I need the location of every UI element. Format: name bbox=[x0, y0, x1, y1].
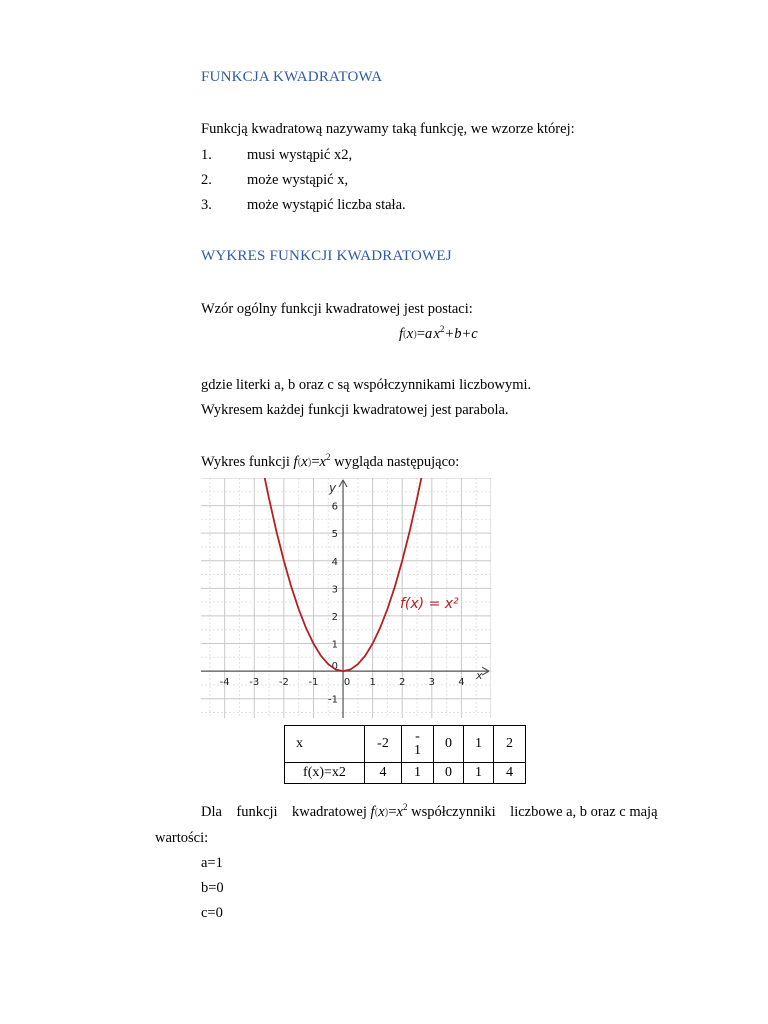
y-tick-label: 3 bbox=[331, 584, 339, 596]
y-tick-label: 5 bbox=[331, 529, 339, 541]
requirements-list bbox=[201, 147, 601, 219]
table-cell: 4 bbox=[365, 763, 402, 784]
table-row bbox=[285, 763, 526, 784]
x-tick-label: 4 bbox=[458, 677, 465, 689]
table-cell: 1 bbox=[402, 763, 434, 784]
list-item-text: musi wystąpić x2, bbox=[247, 147, 353, 163]
list-item-number: 2. bbox=[201, 172, 212, 188]
table-row bbox=[285, 726, 526, 763]
heading-funkcja-kwadratowa: FUNKCJA KWADRATOWA bbox=[201, 69, 383, 85]
table-cell: -2 bbox=[365, 726, 402, 763]
table-cell: - 1 bbox=[402, 726, 434, 763]
list-item bbox=[201, 197, 601, 217]
parabola-text: Wykresem każdej funkcji kwadratowej jest parabola. bbox=[201, 402, 509, 418]
x-tick-label: -4 bbox=[219, 677, 230, 689]
x-tick-label: -2 bbox=[278, 677, 289, 689]
x-tick-label: 2 bbox=[399, 677, 406, 689]
table-cell: 1 bbox=[464, 726, 494, 763]
y-tick-label: 1 bbox=[331, 639, 339, 651]
values-table bbox=[284, 725, 526, 784]
x-tick-label: 1 bbox=[369, 677, 376, 689]
list-item-text: może wystąpić liczba stała. bbox=[247, 197, 406, 213]
heading-wykres: WYKRES FUNKCJI KWADRATOWEJ bbox=[201, 248, 452, 264]
x-axis-label: x bbox=[476, 669, 483, 682]
general-formula: f(x)=a $x^2+b+c$ bbox=[399, 324, 478, 342]
table-cell: x bbox=[285, 726, 365, 763]
y-tick-label: 4 bbox=[331, 556, 339, 568]
y-tick-label: 6 bbox=[331, 501, 339, 513]
value-c: c=0 bbox=[201, 905, 223, 921]
table-cell: f(x)=x2 bbox=[285, 763, 365, 784]
table-cell: 0 bbox=[434, 763, 464, 784]
list-item-text: może wystąpić x, bbox=[247, 172, 349, 188]
y-axis-label: y bbox=[329, 481, 337, 495]
list-item-number: 1. bbox=[201, 147, 212, 163]
coefficients-sentence-cont: wartości: bbox=[155, 830, 209, 846]
inline-formula: $f(x)=x^2$ bbox=[370, 802, 408, 820]
coefficients-sentence: Dla funkcji kwadratowej $f(x)=x^2$ współczynniki liczbowe a, b oraz c mają bbox=[201, 802, 658, 820]
x-tick-label: 0 bbox=[343, 677, 351, 689]
graph-intro: Wykres funkcji $f(x)=x^2$ wygląda następująco: bbox=[201, 452, 460, 470]
list-item bbox=[201, 147, 601, 167]
intro-text: Funkcją kwadratową nazywamy taką funkcję, we wzorze której: bbox=[201, 121, 575, 137]
inline-formula: $f(x)=x^2$ bbox=[293, 452, 331, 470]
formula-intro: Wzór ogólny funkcji kwadratowej jest postaci: bbox=[201, 301, 473, 317]
list-item bbox=[201, 172, 601, 192]
y-tick-label: 2 bbox=[331, 611, 339, 623]
x-tick-label: -3 bbox=[249, 677, 260, 689]
table-cell: 0 bbox=[434, 726, 464, 763]
coefficients-text: gdzie literki a, b oraz c są współczynnikami liczbowymi. bbox=[201, 377, 532, 393]
chart-annotation: f(x) = x² bbox=[400, 596, 459, 612]
table-cell: 2 bbox=[494, 726, 526, 763]
value-b: b=0 bbox=[201, 880, 224, 896]
x-tick-label: -1 bbox=[308, 677, 319, 689]
list-item-number: 3. bbox=[201, 197, 212, 213]
x-tick-label: 3 bbox=[428, 677, 436, 689]
parabola-chart bbox=[201, 478, 491, 718]
table-cell: 4 bbox=[494, 763, 526, 784]
origin-label: 0 bbox=[331, 661, 339, 673]
y-tick-label: -1 bbox=[328, 694, 339, 706]
table-cell: 1 bbox=[464, 763, 494, 784]
value-a: a=1 bbox=[201, 855, 223, 871]
